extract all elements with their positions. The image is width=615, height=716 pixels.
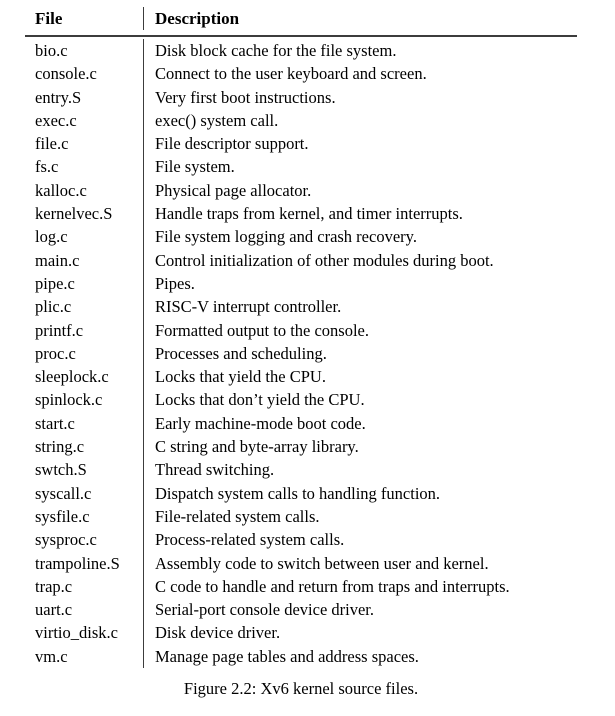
table-row — [25, 552, 577, 575]
file-name-cell: kernelvec.S — [35, 204, 113, 224]
table-row — [25, 272, 577, 295]
file-description-cell: Connect to the user keyboard and screen. — [143, 62, 577, 85]
file-name-cell: kalloc.c — [35, 180, 87, 200]
table-row — [25, 388, 577, 411]
table-row — [25, 365, 577, 388]
file-description-cell: Serial-port console device driver. — [143, 598, 577, 621]
file-description-cell: Dispatch system calls to handling function. — [143, 482, 577, 505]
file-name-cell: sysproc.c — [35, 530, 97, 550]
file-name-cell: printf.c — [35, 320, 84, 340]
table-row — [25, 179, 577, 202]
table-row — [25, 132, 577, 155]
file-name-cell: uart.c — [35, 600, 73, 620]
figure-caption: Figure 2.2: Xv6 kernel source files. — [183, 679, 419, 698]
file-name-cell: trap.c — [35, 576, 73, 596]
file-description-cell: Disk block cache for the file system. — [143, 39, 577, 62]
file-name-cell: string.c — [35, 437, 85, 457]
file-description-cell: Thread switching. — [143, 458, 577, 481]
file-name-cell: vm.c — [35, 646, 68, 666]
table-row — [25, 598, 577, 621]
file-name-cell: pipe.c — [35, 273, 75, 293]
file-name-cell: syscall.c — [35, 483, 92, 503]
table-row — [25, 342, 577, 365]
file-name-cell: proc.c — [35, 343, 76, 363]
file-description-cell: RISC-V interrupt controller. — [143, 295, 577, 318]
file-name-cell: plic.c — [35, 297, 72, 317]
file-description-cell: C code to handle and return from traps and interrupts. — [143, 575, 577, 598]
file-description-cell: Handle traps from kernel, and timer interrupts. — [143, 202, 577, 225]
file-description-cell: Processes and scheduling. — [143, 342, 577, 365]
file-name-cell: virtio_disk.c — [35, 623, 118, 643]
file-description-cell: C string and byte-array library. — [143, 435, 577, 458]
table-row — [25, 225, 577, 248]
table-row — [25, 482, 577, 505]
table-row — [25, 202, 577, 225]
file-name-cell: sleeplock.c — [35, 367, 109, 387]
table-row — [25, 505, 577, 528]
kernel-source-files-table — [25, 7, 577, 668]
file-description-cell: File descriptor support. — [143, 132, 577, 155]
file-name-cell: start.c — [35, 413, 75, 433]
file-name-cell: console.c — [35, 64, 97, 84]
file-description-cell: Disk device driver. — [143, 621, 577, 644]
table-row — [25, 319, 577, 342]
file-description-cell: Early machine-mode boot code. — [143, 412, 577, 435]
file-name-cell: exec.c — [35, 110, 77, 130]
file-description-cell: Pipes. — [143, 272, 577, 295]
table-row — [25, 412, 577, 435]
file-name-cell: bio.c — [35, 41, 68, 60]
table-row — [25, 295, 577, 318]
file-description-cell: Control initialization of other modules during boot. — [143, 249, 577, 272]
table-row — [25, 575, 577, 598]
table-row — [25, 458, 577, 481]
file-name-cell: sysfile.c — [35, 506, 90, 526]
file-name-cell: main.c — [35, 250, 80, 270]
file-description-cell: Locks that don’t yield the CPU. — [143, 388, 577, 411]
file-name-cell: fs.c — [35, 157, 59, 177]
file-name-cell: log.c — [35, 227, 68, 247]
table-row — [25, 249, 577, 272]
file-description-cell: Process-related system calls. — [143, 528, 577, 551]
file-description-cell: File system. — [143, 155, 577, 178]
file-description-cell: Manage page tables and address spaces. — [143, 645, 577, 668]
file-description-cell: File system logging and crash recovery. — [143, 225, 577, 248]
table-row — [25, 621, 577, 644]
table-row — [25, 645, 577, 668]
file-description-cell: Locks that yield the CPU. — [143, 365, 577, 388]
file-description-cell: Formatted output to the console. — [143, 319, 577, 342]
file-description-cell: Physical page allocator. — [143, 179, 577, 202]
table-row — [25, 435, 577, 458]
table-row — [25, 109, 577, 132]
file-name-cell: swtch.S — [35, 460, 87, 480]
file-name-cell: file.c — [35, 134, 69, 154]
column-header-description: Description — [143, 7, 577, 30]
table-row — [25, 39, 577, 62]
file-description-cell: Very first boot instructions. — [143, 86, 577, 109]
table-body — [25, 37, 577, 668]
file-name-cell: entry.S — [35, 87, 82, 107]
file-description-cell: exec() system call. — [143, 109, 577, 132]
file-name-cell: trampoline.S — [35, 553, 120, 573]
table-header-row — [25, 7, 577, 37]
table-row — [25, 155, 577, 178]
table-row — [25, 62, 577, 85]
file-name-cell: spinlock.c — [35, 390, 103, 410]
column-header-file: File — [35, 9, 63, 28]
table-row — [25, 86, 577, 109]
file-description-cell: Assembly code to switch between user and kernel. — [143, 552, 577, 575]
table-row — [25, 528, 577, 551]
file-description-cell: File-related system calls. — [143, 505, 577, 528]
